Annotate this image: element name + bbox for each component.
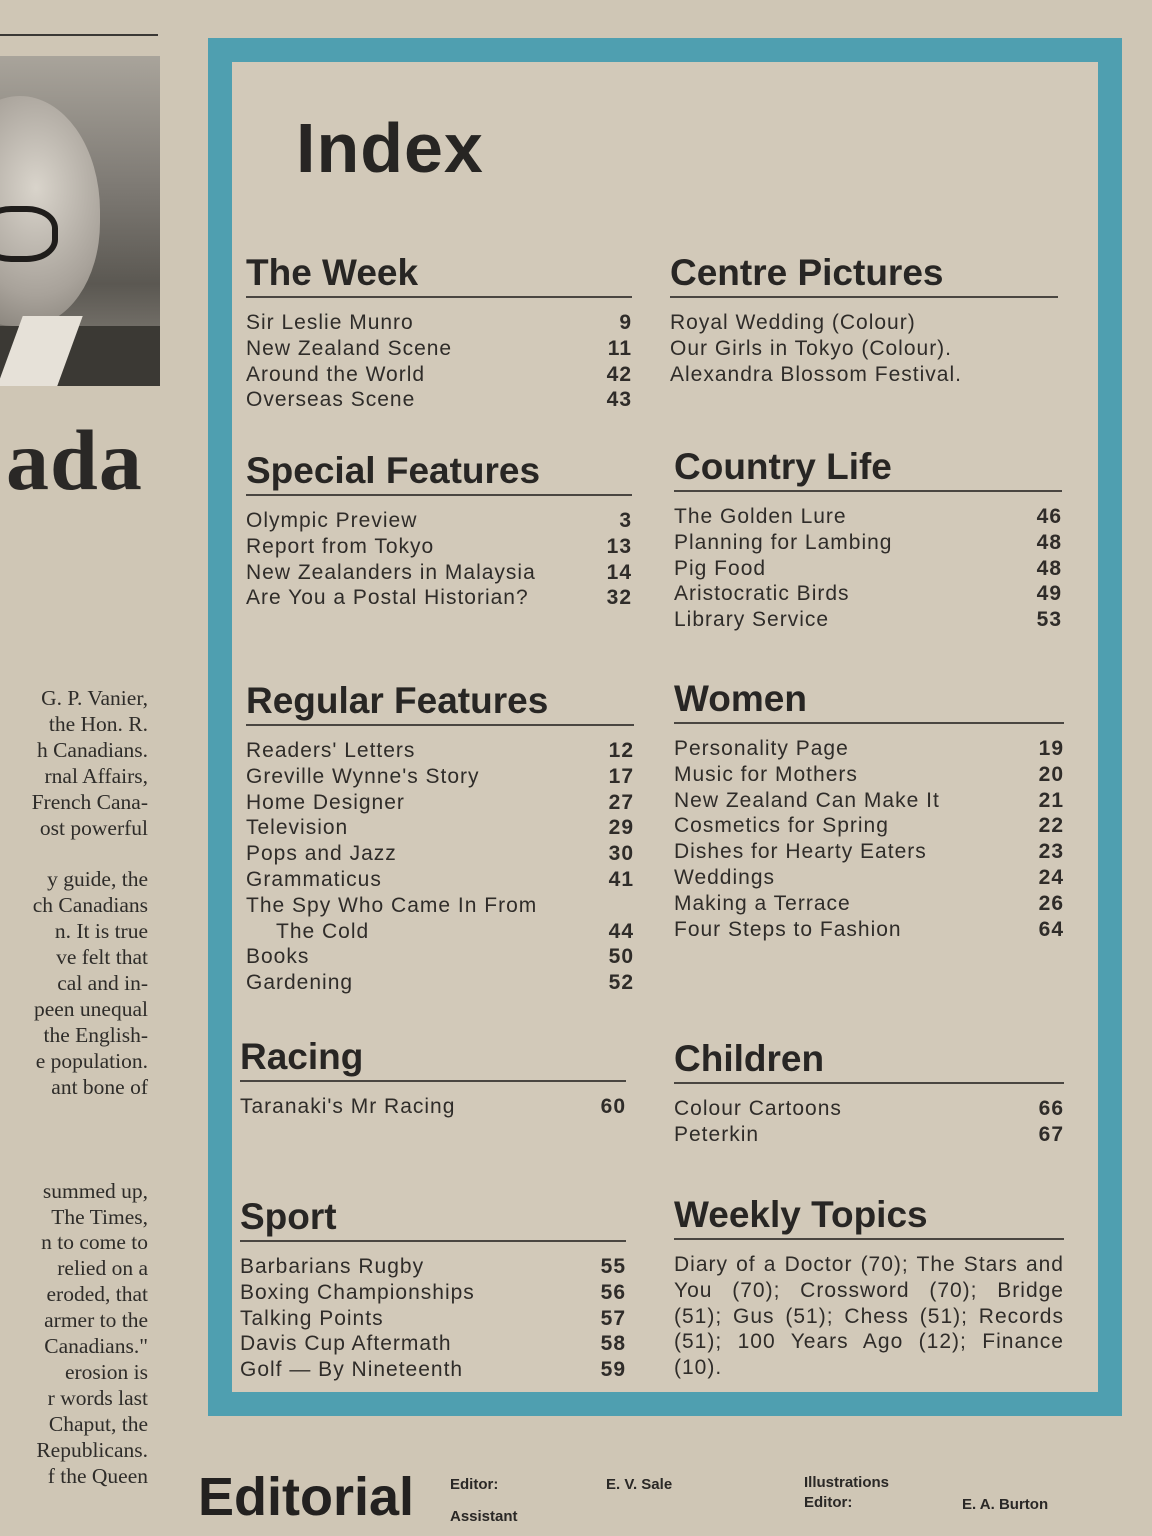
illustrations-label: Illustrations	[804, 1474, 890, 1491]
entry-title: New Zealanders in Malaysia	[246, 560, 536, 584]
entry-title: Taranaki's Mr Racing	[240, 1095, 456, 1118]
entry-page-number: 58	[600, 1332, 626, 1356]
entry-title: Greville Wynne's Story	[246, 764, 480, 788]
index-entry	[674, 839, 1064, 865]
entry-page-number: 55	[600, 1255, 626, 1278]
entry-title: Four Steps to Fashion	[674, 917, 902, 941]
entry-title: Home Designer	[246, 790, 405, 814]
body-text-line	[0, 1153, 148, 1179]
entry-title: Pops and Jazz	[246, 842, 397, 866]
entry-title: Royal Wedding (Colour)	[670, 311, 916, 334]
index-entry	[246, 508, 632, 534]
entry-title: New Zealand Scene	[246, 336, 453, 360]
section-heading: Country Life	[674, 446, 892, 487]
entry-title: Aristocratic Birds	[674, 582, 850, 606]
section-heading: Centre Pictures	[670, 252, 944, 293]
entry-title: Readers' Letters	[246, 739, 416, 762]
entry-page-number: 24	[1038, 865, 1064, 889]
section-weekly-topics	[674, 1192, 1064, 1381]
body-text-line	[0, 841, 148, 867]
index-entry	[670, 336, 1058, 362]
entry-page-number: 11	[607, 336, 632, 360]
index-entry	[246, 585, 632, 611]
entry-page-number: 32	[606, 586, 632, 610]
index-entry	[674, 917, 1064, 943]
index-entry	[670, 362, 1058, 388]
body-text-line: rnal Affairs,	[44, 763, 148, 788]
section-rule	[240, 1080, 626, 1082]
entry-page-number: 30	[608, 842, 634, 866]
section-heading: Children	[674, 1038, 825, 1079]
index-entry	[246, 893, 634, 919]
entry-page-number: 9	[619, 311, 632, 334]
body-text-line: ost powerful	[39, 815, 148, 840]
entry-title: Barbarians Rugby	[240, 1255, 425, 1278]
section-heading: Sport	[240, 1196, 337, 1237]
section-heading: The Week	[246, 252, 419, 293]
body-text-line: f the Queen	[47, 1463, 148, 1488]
entry-title: Talking Points	[240, 1306, 384, 1330]
index-entry	[674, 865, 1064, 891]
index-entry	[674, 1096, 1064, 1122]
entry-page-number: 56	[600, 1280, 626, 1304]
body-text-line: The Times,	[51, 1204, 148, 1229]
body-text-line: the English-	[43, 1022, 148, 1047]
entry-title: Planning for Lambing	[674, 530, 893, 554]
index-entry	[674, 607, 1062, 633]
index-entry	[246, 790, 634, 816]
entry-title: Report from Tokyo	[246, 534, 435, 558]
article-body-text	[0, 686, 148, 1489]
entry-title: Pig Food	[674, 556, 767, 580]
entry-page-number: 20	[1038, 762, 1064, 786]
section-rule	[246, 296, 632, 298]
index-entry	[240, 1306, 626, 1332]
body-text-line: eroded, that	[46, 1282, 148, 1307]
index-entry	[674, 1122, 1064, 1148]
body-text-line: relied on a	[57, 1256, 148, 1281]
index-entry	[240, 1331, 626, 1357]
entry-title: Golf — By Nineteenth	[240, 1358, 464, 1382]
entry-page-number: 26	[1038, 891, 1064, 915]
entry-title: Our Girls in Tokyo (Colour).	[670, 336, 953, 360]
index-entry	[246, 362, 632, 388]
entry-page-number: 49	[1036, 582, 1062, 606]
index-frame	[208, 38, 1122, 1416]
body-text-line: ant bone of	[51, 1074, 148, 1099]
entry-page-number: 29	[608, 816, 634, 840]
entry-page-number: 66	[1038, 1097, 1064, 1120]
body-text-line: summed up,	[42, 1178, 148, 1203]
section-racing	[240, 1034, 626, 1120]
index-title: Index	[296, 109, 484, 187]
entry-title: Weddings	[674, 865, 776, 889]
index-entry	[246, 336, 632, 362]
entry-page-number: 44	[608, 919, 634, 943]
entry-title: Making a Terrace	[674, 891, 851, 915]
entry-page-number: 50	[608, 945, 634, 969]
body-text-line: ve felt that	[56, 945, 148, 970]
entry-page-number: 3	[619, 509, 632, 532]
editorial-heading: Editorial	[198, 1467, 415, 1527]
entry-title: New Zealand Can Make It	[674, 788, 940, 812]
body-text-line	[0, 1127, 148, 1153]
index-entry	[246, 815, 634, 841]
index-entry	[246, 387, 632, 413]
entry-page-number: 14	[606, 560, 632, 584]
entry-title: The Spy Who Came In From	[246, 893, 538, 917]
entry-page-number: 17	[608, 764, 634, 788]
entry-page-number: 53	[1036, 608, 1062, 632]
entry-title: The Cold	[276, 919, 370, 943]
entry-title: Alexandra Blossom Festival.	[670, 362, 962, 386]
body-text-line	[0, 1101, 148, 1127]
entry-title: Music for Mothers	[674, 762, 858, 786]
entry-page-number: 41	[608, 867, 634, 891]
section-rule	[674, 1238, 1064, 1240]
entry-title: Cosmetics for Spring	[674, 814, 889, 838]
index-entry	[674, 788, 1064, 814]
entry-page-number: 60	[600, 1095, 626, 1118]
section-sport	[240, 1194, 626, 1383]
body-text-line: G. P. Vanier,	[41, 686, 148, 710]
index-entry	[240, 1254, 626, 1280]
section-women	[674, 676, 1064, 942]
index-entry	[674, 813, 1064, 839]
entry-page-number: 46	[1036, 505, 1062, 528]
entry-page-number: 57	[600, 1306, 626, 1330]
entry-page-number: 48	[1036, 530, 1062, 554]
section-rule	[246, 724, 634, 726]
entry-title: Gardening	[246, 971, 354, 995]
entry-title: Personality Page	[674, 737, 849, 760]
entry-page-number: 23	[1038, 840, 1064, 864]
entry-title: Colour Cartoons	[674, 1097, 842, 1120]
index-entry	[674, 762, 1064, 788]
index-entry	[674, 504, 1062, 530]
entry-page-number: 59	[600, 1358, 626, 1382]
illustrations-editor-name: E. A. Burton	[962, 1496, 1049, 1513]
section-rule	[674, 722, 1064, 724]
body-text-line: French Cana-	[31, 789, 148, 814]
body-text-line: peen unequal	[33, 996, 148, 1021]
index-panel	[232, 62, 1098, 1392]
entry-page-number: 12	[608, 739, 634, 762]
assistant-label: Assistant	[450, 1508, 518, 1525]
index-entry	[240, 1094, 626, 1120]
portrait-glasses	[0, 206, 58, 262]
entry-page-number: 42	[606, 362, 632, 386]
body-text-line: y guide, the	[47, 867, 148, 892]
portrait-photo	[0, 56, 160, 382]
article-headline-fragment: ada	[6, 412, 143, 508]
index-entry	[246, 738, 634, 764]
entry-title: Are You a Postal Historian?	[246, 586, 529, 610]
entry-page-number: 43	[606, 388, 632, 412]
entry-page-number: 22	[1038, 814, 1064, 838]
top-rule	[0, 34, 158, 36]
body-text-line: erosion is	[64, 1359, 148, 1384]
index-entry	[246, 560, 632, 586]
entry-title: Library Service	[674, 608, 830, 632]
index-entry	[670, 310, 1058, 336]
adjacent-article	[0, 0, 160, 1536]
entry-title: Davis Cup Aftermath	[240, 1332, 452, 1356]
entry-title: Olympic Preview	[246, 509, 418, 532]
section-rule	[246, 494, 632, 496]
index-entry	[246, 944, 634, 970]
index-entry	[246, 534, 632, 560]
entry-title: Dishes for Hearty Eaters	[674, 840, 927, 864]
section-regular-features	[246, 678, 634, 996]
entry-page-number: 13	[606, 534, 632, 558]
entry-title: Grammaticus	[246, 867, 382, 891]
section-country-life	[674, 444, 1062, 633]
section-heading: Weekly Topics	[674, 1194, 928, 1235]
body-text-line: Canadians."	[44, 1334, 148, 1359]
index-entry	[246, 310, 632, 336]
entry-title: Sir Leslie Munro	[246, 311, 414, 334]
index-entry	[674, 530, 1062, 556]
entry-title: The Golden Lure	[674, 505, 847, 528]
weekly-topics-text: Diary of a Doctor (70); The Stars and You (70); Crossword (70); Bridge (51); Gus (51); Chess (51); Records (51); 100 Years Ago (12); Finance (10).	[674, 1253, 1064, 1380]
section-the-week	[246, 250, 632, 413]
entry-title: Around the World	[246, 362, 426, 386]
entry-page-number: 21	[1038, 788, 1064, 812]
body-text-line: ch Canadians	[32, 893, 148, 918]
index-entry	[674, 891, 1064, 917]
index-entry	[246, 867, 634, 893]
entry-title: Peterkin	[674, 1122, 760, 1146]
body-text-line: h Canadians.	[36, 737, 148, 762]
index-entry	[240, 1280, 626, 1306]
editor-name: E. V. Sale	[606, 1476, 673, 1493]
body-text-line: r words last	[47, 1385, 148, 1410]
index-entry	[246, 764, 634, 790]
index-entry	[246, 919, 634, 945]
entry-page-number: 27	[608, 790, 634, 814]
section-heading: Regular Features	[246, 680, 549, 721]
index-entry	[246, 970, 634, 996]
index-entry	[246, 841, 634, 867]
body-text-line: armer to the	[44, 1308, 148, 1333]
section-heading: Racing	[240, 1036, 364, 1077]
body-text-line: n. It is true	[54, 919, 148, 944]
section-rule	[240, 1240, 626, 1242]
section-rule	[674, 490, 1062, 492]
index-entry	[674, 581, 1062, 607]
body-text-line: Chaput, the	[48, 1411, 148, 1436]
entry-title: Boxing Championships	[240, 1280, 475, 1304]
body-text-line: cal and in-	[57, 971, 148, 996]
index-entry	[240, 1357, 626, 1383]
entry-title: Overseas Scene	[246, 388, 416, 412]
entry-title: Television	[246, 816, 349, 840]
entry-page-number: 64	[1038, 917, 1064, 941]
section-rule	[670, 296, 1058, 298]
section-centre-pictures	[670, 250, 1058, 387]
body-text-line: e population.	[35, 1048, 148, 1073]
section-children	[674, 1036, 1064, 1148]
entry-page-number: 19	[1038, 737, 1064, 760]
illustrations-editor-label: Editor:	[804, 1494, 853, 1511]
section-special-features	[246, 448, 632, 611]
entry-page-number: 52	[608, 971, 634, 995]
index-entry	[674, 556, 1062, 582]
section-rule	[674, 1082, 1064, 1084]
section-heading: Special Features	[246, 450, 541, 491]
entry-page-number: 48	[1036, 556, 1062, 580]
body-text-line: the Hon. R.	[48, 711, 148, 736]
editor-label: Editor:	[450, 1476, 499, 1493]
entry-page-number: 67	[1038, 1122, 1064, 1146]
section-heading: Women	[674, 678, 807, 719]
body-text-line: Republicans.	[36, 1437, 148, 1462]
body-text-line: n to come to	[41, 1230, 148, 1255]
index-entry	[674, 736, 1064, 762]
entry-title: Books	[246, 945, 310, 969]
